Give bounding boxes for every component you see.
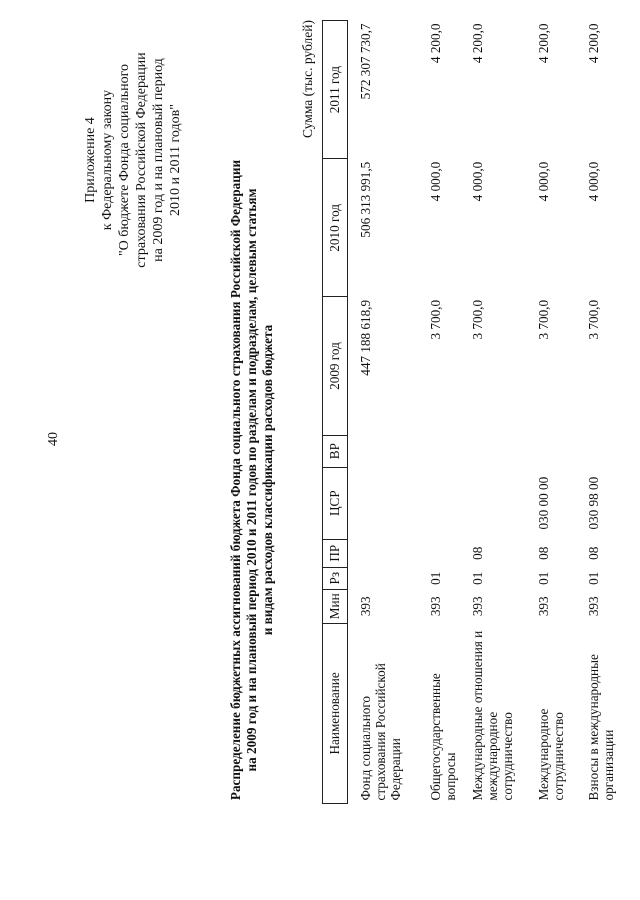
cell-name: Общегосударственные вопросы bbox=[428, 673, 458, 801]
appendix-line: на 2009 год и на плановый период bbox=[151, 58, 166, 262]
cell-rz: 01 bbox=[536, 571, 551, 585]
cell-vr bbox=[532, 435, 582, 467]
cell-pr: 08 bbox=[586, 546, 601, 560]
table-row bbox=[582, 21, 640, 804]
table-row bbox=[348, 21, 425, 804]
cell-2009: 3 700,0 bbox=[586, 299, 601, 340]
document-title bbox=[228, 100, 276, 860]
cell-vr bbox=[348, 435, 425, 467]
cell-vr bbox=[424, 435, 466, 467]
table-row bbox=[424, 21, 466, 804]
cell-min: 393 bbox=[470, 596, 485, 617]
title-line: на 2009 год и на плановый период 2010 и 2011 годов по разделам и подразделам, целевым статьям bbox=[244, 188, 259, 772]
header-2010: 2010 год bbox=[323, 159, 348, 297]
cell-csr bbox=[348, 467, 425, 539]
cell-2011: 4 200,0 bbox=[536, 23, 551, 64]
cell-pr: 08 bbox=[470, 546, 485, 560]
cell-2011: 572 307 730,7 bbox=[358, 23, 373, 100]
cell-csr: 030 00 00 bbox=[536, 476, 551, 530]
cell-2010: 4 000,0 bbox=[586, 161, 601, 202]
cell-pr bbox=[348, 539, 425, 567]
cell-rz: 01 bbox=[586, 571, 601, 585]
header-name: Наименование bbox=[323, 623, 348, 803]
appendix-line: Приложение 4 bbox=[83, 117, 98, 203]
cell-2011: 4 200,0 bbox=[586, 23, 601, 64]
cell-2010: 4 000,0 bbox=[428, 161, 443, 202]
page-number: 40 bbox=[46, 432, 61, 446]
title-line: Распределение бюджетных ассигнований бюджета Фонда социального страхования Российской Федерации bbox=[228, 159, 243, 801]
cell-2010: 4 000,0 bbox=[536, 161, 551, 202]
header-pr: ПР bbox=[323, 539, 348, 567]
cell-rz bbox=[348, 567, 425, 589]
appendix-line: "О бюджете Фонда социального bbox=[117, 63, 132, 257]
cell-vr bbox=[582, 435, 640, 467]
cell-min: 393 bbox=[536, 596, 551, 617]
cell-name: Международные отношения и международное сотрудничество bbox=[470, 630, 515, 801]
units-label: Сумма (тыс. рублей) bbox=[300, 20, 315, 138]
cell-min: 393 bbox=[586, 596, 601, 617]
appendix-header bbox=[82, 20, 184, 300]
cell-csr bbox=[466, 467, 532, 539]
header-vr: ВР bbox=[323, 435, 348, 467]
cell-csr bbox=[424, 467, 466, 539]
cell-2010: 4 000,0 bbox=[470, 161, 485, 202]
cell-pr bbox=[424, 539, 466, 567]
appendix-line: к Федеральному закону bbox=[100, 89, 115, 231]
cell-2009: 447 188 618,9 bbox=[358, 299, 373, 376]
cell-min: 393 bbox=[358, 596, 373, 617]
cell-rz: 01 bbox=[428, 571, 443, 585]
cell-rz: 01 bbox=[470, 571, 485, 585]
header-2011: 2011 год bbox=[323, 21, 348, 159]
cell-2011: 4 200,0 bbox=[428, 23, 443, 64]
cell-name: Фонд социального страхования Российской Федерации bbox=[358, 663, 403, 801]
cell-name: Взносы в международные организации bbox=[586, 654, 616, 801]
header-2009: 2009 год bbox=[323, 297, 348, 435]
cell-2010: 506 313 991,5 bbox=[358, 161, 373, 238]
title-line: и видам расходов классификации расходов бюджета bbox=[260, 324, 275, 636]
cell-2009: 3 700,0 bbox=[428, 299, 443, 340]
header-min: Мин bbox=[323, 589, 348, 623]
table-row bbox=[532, 21, 582, 804]
appendix-line: страхования Российской Федерации bbox=[134, 52, 149, 268]
cell-2011: 4 200,0 bbox=[470, 23, 485, 64]
header-rz: Рз bbox=[323, 567, 348, 589]
cell-vr bbox=[466, 435, 532, 467]
header-csr: ЦСР bbox=[323, 467, 348, 539]
budget-table bbox=[322, 20, 640, 804]
cell-min: 393 bbox=[428, 596, 443, 617]
appendix-line: 2010 и 2011 годов" bbox=[168, 104, 183, 216]
table-header-row bbox=[323, 21, 348, 804]
cell-2009: 3 700,0 bbox=[536, 299, 551, 340]
cell-csr: 030 98 00 bbox=[586, 476, 601, 530]
cell-name: Международное сотрудничество bbox=[536, 708, 566, 801]
cell-pr: 08 bbox=[536, 546, 551, 560]
table-row bbox=[466, 21, 532, 804]
cell-2009: 3 700,0 bbox=[470, 299, 485, 340]
